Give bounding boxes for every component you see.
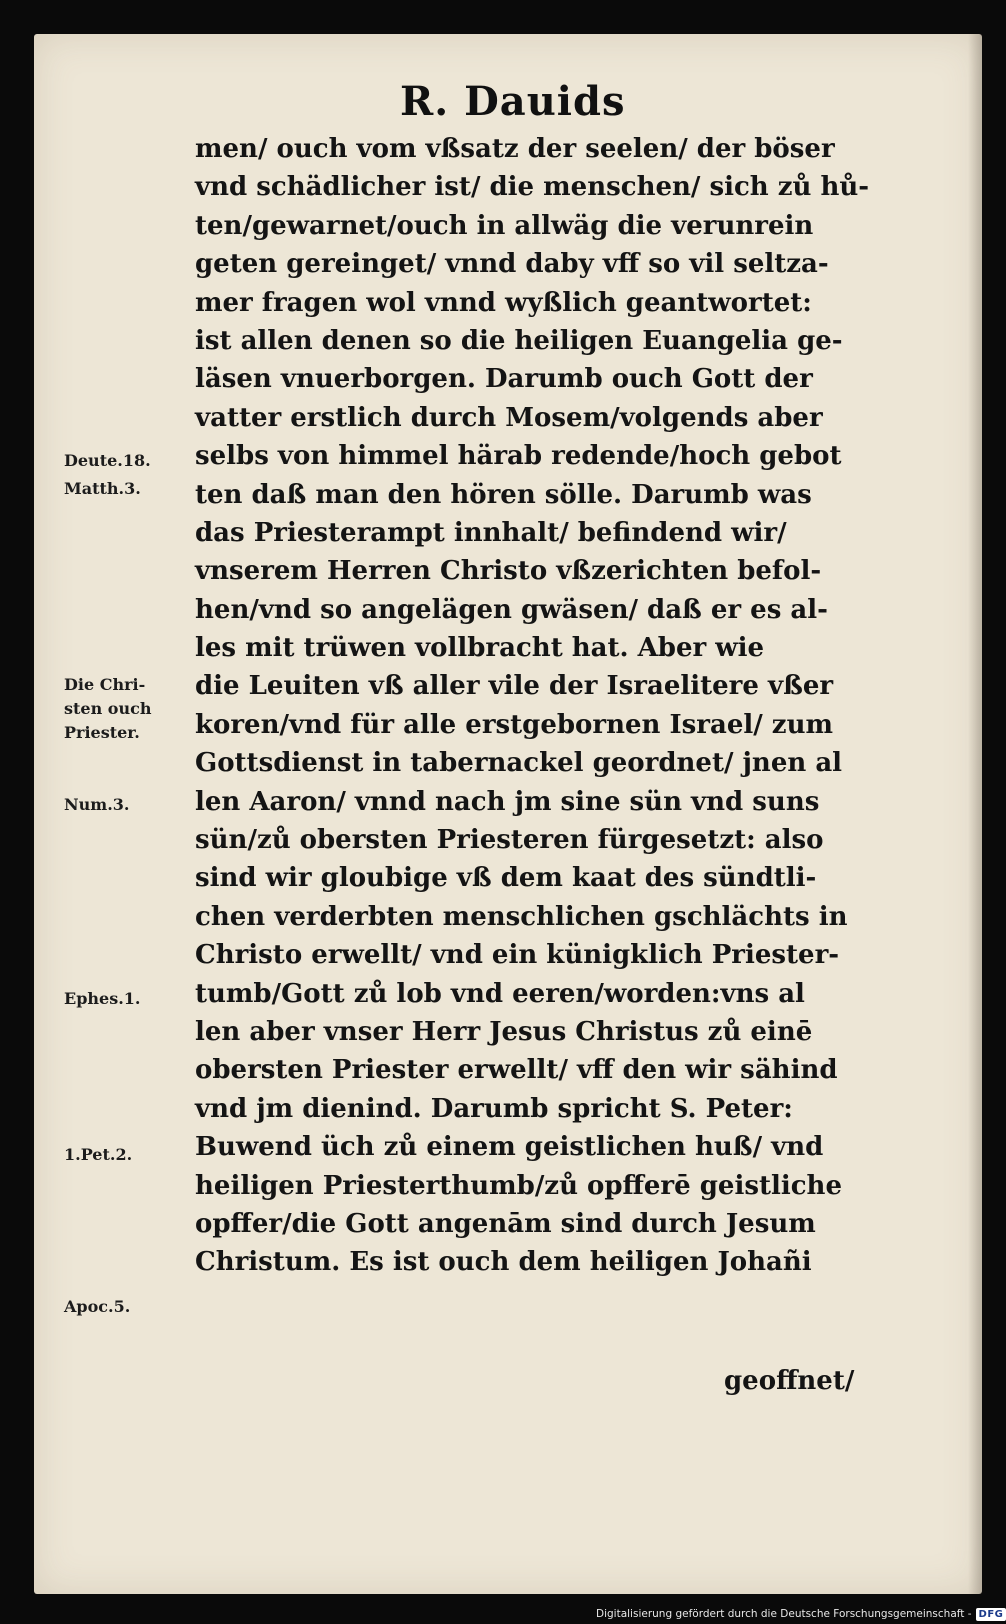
text-line: len Aaron/ vnnd nach jm sine sün vnd suns xyxy=(195,786,820,817)
marginal-note: Matth.3. xyxy=(64,479,141,498)
text-line: opffer/die Gott angenām sind durch Jesum xyxy=(195,1208,816,1239)
running-head: R. Dauids xyxy=(400,78,626,125)
main-text-block xyxy=(195,130,915,1282)
marginal-note: sten ouch xyxy=(64,699,152,718)
text-line: sind wir gloubige vß dem kaat des sündtli- xyxy=(195,863,817,894)
footer-credit-text: Digitalisierung gefördert durch die Deutsche Forschungsgemeinschaft - xyxy=(596,1608,972,1620)
text-line: Buwend üch zů einem geistlichen huß/ vnd xyxy=(195,1132,824,1163)
text-line: Gottsdienst in tabernackel geordnet/ jnen al xyxy=(195,748,843,779)
marginal-note: Num.3. xyxy=(64,795,130,814)
text-line: heiligen Priesterthumb/zů opfferē geistliche xyxy=(195,1170,843,1201)
marginal-note: Apoc.5. xyxy=(64,1297,131,1316)
text-line: vnd jm dienind. Darumb spricht S. Peter: xyxy=(195,1093,793,1124)
catchword: geoffnet/ xyxy=(724,1366,855,1396)
text-line: vnserem Herren Christo vßzerichten befol- xyxy=(195,556,822,587)
text-line: ist allen denen so die heiligen Euangelia ge- xyxy=(195,325,843,356)
text-line: das Priesterampt innhalt/ befindend wir/ xyxy=(195,517,787,548)
text-line: koren/vnd für alle erstgebornen Israel/ zum xyxy=(195,709,833,740)
footer-credit xyxy=(596,1604,1006,1624)
text-line: mer fragen wol vnnd wyßlich geantwortet: xyxy=(195,287,812,318)
marginal-note: Die Chri- xyxy=(64,675,146,694)
text-line: tumb/Gott zů lob vnd eeren/worden:vns al xyxy=(195,978,805,1009)
text-line: hen/vnd so angelägen gwäsen/ daß er es al- xyxy=(195,594,828,625)
text-line: läsen vnuerborgen. Darumb ouch Gott der xyxy=(195,364,813,395)
text-line: die Leuiten vß aller vile der Israelitere vßer xyxy=(195,671,834,702)
text-line: ten daß man den hören sölle. Darumb was xyxy=(195,479,812,510)
text-line: men/ ouch vom vßsatz der seelen/ der böser xyxy=(195,134,835,164)
text-line: vatter erstlich durch Mosem/volgends aber xyxy=(195,402,823,433)
marginal-note: 1.Pet.2. xyxy=(64,1145,133,1164)
text-line: ten/gewarnet/ouch in allwäg die verunrein xyxy=(195,210,814,241)
text-line: obersten Priester erwellt/ vff den wir sähind xyxy=(195,1055,838,1086)
text-line: geten gereinget/ vnnd daby vff so vil seltza- xyxy=(195,249,829,280)
dfg-logo: DFG xyxy=(976,1608,1006,1621)
marginal-note: Ephes.1. xyxy=(64,989,141,1008)
text-line: Christo erwellt/ vnd ein künigklich Priester- xyxy=(195,940,840,971)
marginal-note: Priester. xyxy=(64,723,140,742)
text-line: selbs von himmel härab redende/hoch gebot xyxy=(195,441,842,472)
text-line: sün/zů obersten Priesteren fürgesetzt: also xyxy=(195,825,824,856)
text-line: vnd schädlicher ist/ die menschen/ sich zů hů- xyxy=(195,172,870,203)
text-line: Christum. Es ist ouch dem heiligen Johañi xyxy=(195,1247,812,1278)
text-line: les mit trüwen vollbracht hat. Aber wie xyxy=(195,633,765,664)
text-line: len aber vnser Herr Jesus Christus zů einē xyxy=(195,1016,813,1047)
marginal-note: Deute.18. xyxy=(64,451,151,470)
text-line: chen verderbten menschlichen gschlächts in xyxy=(195,901,848,932)
page-edge-shadow xyxy=(968,34,982,1594)
